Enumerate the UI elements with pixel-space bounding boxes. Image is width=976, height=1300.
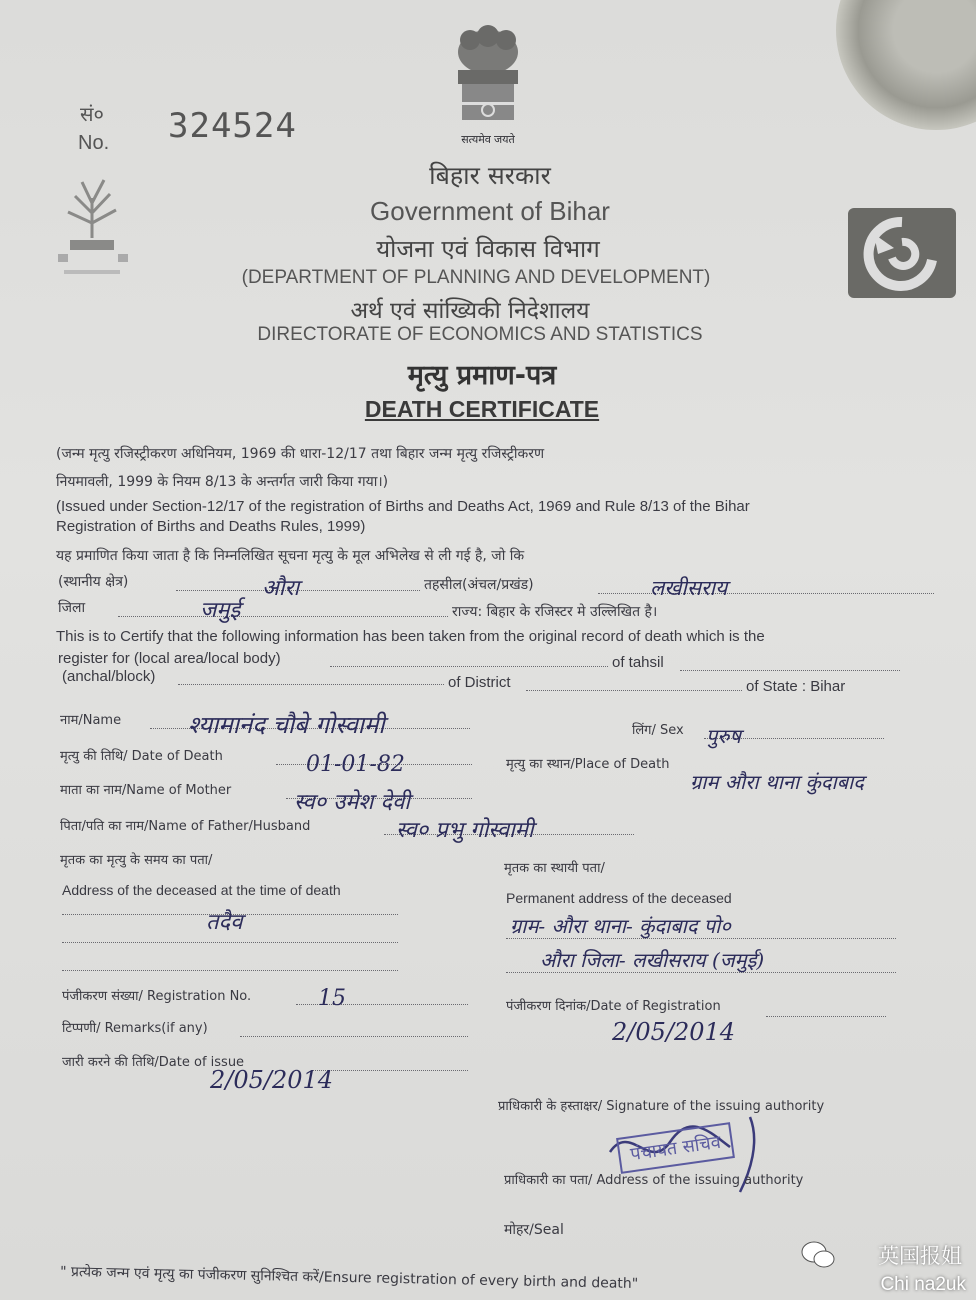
local-area-label-hindi: (स्थानीय क्षेत्र) bbox=[58, 574, 129, 590]
official-stamp: पंचायत सचिव bbox=[616, 1122, 735, 1174]
serial-label-hindi: सं० bbox=[80, 102, 104, 126]
department-title: (DEPARTMENT OF PLANNING AND DEVELOPMENT) bbox=[241, 267, 711, 288]
serial-number: 324524 bbox=[168, 106, 297, 146]
date-of-issue-label: जारी करने की तिथि/Date of issue bbox=[62, 1055, 245, 1070]
issued-note-1: (Issued under Section-12/17 of the registration of Births and Deaths Act, 1969 and Rule 8/13 of the Bihar bbox=[56, 498, 750, 515]
mother-name-value: स्व० उमेश देवी bbox=[294, 790, 411, 815]
local-area-line-en bbox=[330, 666, 608, 667]
district-line bbox=[526, 690, 742, 691]
date-of-death-value: 01-01-82 bbox=[306, 752, 405, 777]
issued-note-hindi-1: (जन्म मृत्यु रजिस्ट्रीकरण अधिनियम, 1969 की धारा-12/17 तथा बिहार जन्म मृत्यु रजिस्ट्रीकरण bbox=[56, 446, 545, 462]
district-label-hindi: जिला bbox=[58, 600, 86, 616]
mother-name-label: माता का नाम/Name of Mother bbox=[60, 783, 232, 798]
tahsil-line-en bbox=[680, 670, 900, 671]
local-area-label: register for (local area/local body) bbox=[58, 650, 281, 667]
state-label: of State : Bihar bbox=[746, 678, 846, 695]
date-of-issue-value: 2/05/2014 bbox=[210, 1066, 334, 1094]
registration-number-label: पंजीकरण संख्या/ Registration No. bbox=[62, 989, 252, 1004]
local-area-value: औरा bbox=[262, 576, 300, 601]
certify-hindi-1: यह प्रमाणित किया जाता है कि निम्नलिखित सूचना मृत्यु के मूल अभिलेख से ली गई है, जो कि bbox=[56, 548, 525, 564]
permanent-address-label-hindi: मृतक का स्थायी पता/ bbox=[504, 861, 605, 876]
tehsil-label-hindi: तहसील(अंचल/प्रखंड) bbox=[424, 577, 534, 593]
state-register-hindi: राज्य: बिहार के रजिस्टर मे उल्लिखित है। bbox=[452, 604, 658, 620]
registration-date-line bbox=[766, 1016, 886, 1017]
father-name-value: स्व० प्रभु गोस्वामी bbox=[396, 818, 534, 843]
sex-label: लिंग/ Sex bbox=[632, 723, 684, 738]
district-label: of District bbox=[448, 674, 511, 691]
name-label: नाम/Name bbox=[60, 713, 122, 728]
directorate-title: DIRECTORATE OF ECONOMICS AND STATISTICS bbox=[257, 324, 703, 345]
district-value-hindi: जमुई bbox=[200, 598, 241, 623]
certify-english-1: This is to Certify that the following information has been taken from the original record of death which is the bbox=[56, 628, 765, 645]
emblem-caption: सत्यमेव जयते bbox=[461, 134, 515, 146]
registration-date-value: 2/05/2014 bbox=[612, 1018, 736, 1046]
district-line-hindi bbox=[118, 616, 448, 617]
footer-note: " प्रत्येक जन्म एवं मृत्यु का पंजीकरण सुनिश्चित करें/Ensure registration of every birth and death" bbox=[59, 1263, 639, 1293]
address-at-death-label: Address of the deceased at the time of death bbox=[62, 882, 341, 898]
anchal-line bbox=[178, 684, 444, 685]
department-title-hindi: योजना एवं विकास विभाग bbox=[376, 235, 600, 263]
father-name-label: पिता/पति का नाम/Name of Father/Husband bbox=[60, 819, 311, 834]
address-line-2 bbox=[62, 942, 398, 943]
wechat-icon bbox=[800, 1240, 836, 1270]
address-at-death-label-hindi: मृतक का मृत्यु के समय का पता/ bbox=[60, 853, 213, 868]
anchal-block-label: (anchal/block) bbox=[62, 668, 156, 685]
watermark-url: Chi na2uk bbox=[880, 1274, 966, 1295]
tehsil-line bbox=[598, 593, 934, 594]
remarks-line bbox=[240, 1036, 468, 1037]
metal-seal-icon bbox=[836, 0, 976, 130]
remarks-label: टिप्पणी/ Remarks(if any) bbox=[62, 1021, 208, 1036]
name-value: श्यामानंद चौबे गोस्वामी bbox=[188, 711, 385, 739]
permanent-address-label: Permanent address of the deceased bbox=[506, 890, 732, 906]
registration-number-value: 15 bbox=[318, 986, 346, 1011]
certificate-title-hindi: मृत्यु प्रमाण-पत्र bbox=[407, 360, 557, 391]
serial-label: No. bbox=[78, 132, 110, 154]
date-of-death-label: मृत्यु की तिथि/ Date of Death bbox=[60, 749, 223, 764]
tehsil-value: लखीसराय bbox=[650, 576, 728, 600]
government-title: Government of Bihar bbox=[370, 196, 610, 226]
registration-date-label: पंजीकरण दिनांक/Date of Registration bbox=[506, 999, 721, 1014]
sex-value: पुरुष bbox=[706, 724, 741, 748]
permanent-address-value-1: ग्राम- औरा थाना- कुंदाबाद पो० bbox=[510, 914, 731, 938]
date-of-issue-line bbox=[312, 1070, 468, 1071]
authority-address-label: प्राधिकारी का पता/ Address of the issuing authority bbox=[504, 1173, 804, 1188]
certificate-title: DEATH CERTIFICATE bbox=[364, 396, 600, 422]
watermark-name: 英国报姐 bbox=[878, 1245, 962, 1268]
ashoka-lion-capital-icon bbox=[440, 20, 536, 140]
signature-label: प्राधिकारी के हस्ताक्षर/ Signature of the issuing authority bbox=[498, 1099, 825, 1114]
tahsil-label: of tahsil bbox=[612, 654, 664, 671]
registration-logo-icon bbox=[848, 208, 956, 298]
address-at-death-value: तदैव bbox=[206, 910, 243, 935]
issued-note-2: Registration of Births and Deaths Rules, 1999) bbox=[56, 518, 366, 535]
bodhi-tree-icon bbox=[50, 168, 135, 278]
seal-label: मोहर/Seal bbox=[504, 1222, 564, 1238]
place-of-death-value: ग्राम औरा थाना कुंदाबाद bbox=[690, 770, 864, 794]
government-title-hindi: बिहार सरकार bbox=[429, 161, 551, 190]
directorate-title-hindi: अर्थ एवं सांख्यिकी निदेशालय bbox=[350, 298, 590, 324]
permanent-address-value-2: औरा जिला- लखीसराय (जमुई) bbox=[540, 948, 765, 972]
issued-note-hindi-2: नियमावली, 1999 के नियम 8/13 के अन्तर्गत जारी किया गया।) bbox=[56, 474, 389, 490]
address-line-3 bbox=[62, 970, 398, 971]
place-of-death-label: मृत्यु का स्थान/Place of Death bbox=[506, 757, 670, 772]
